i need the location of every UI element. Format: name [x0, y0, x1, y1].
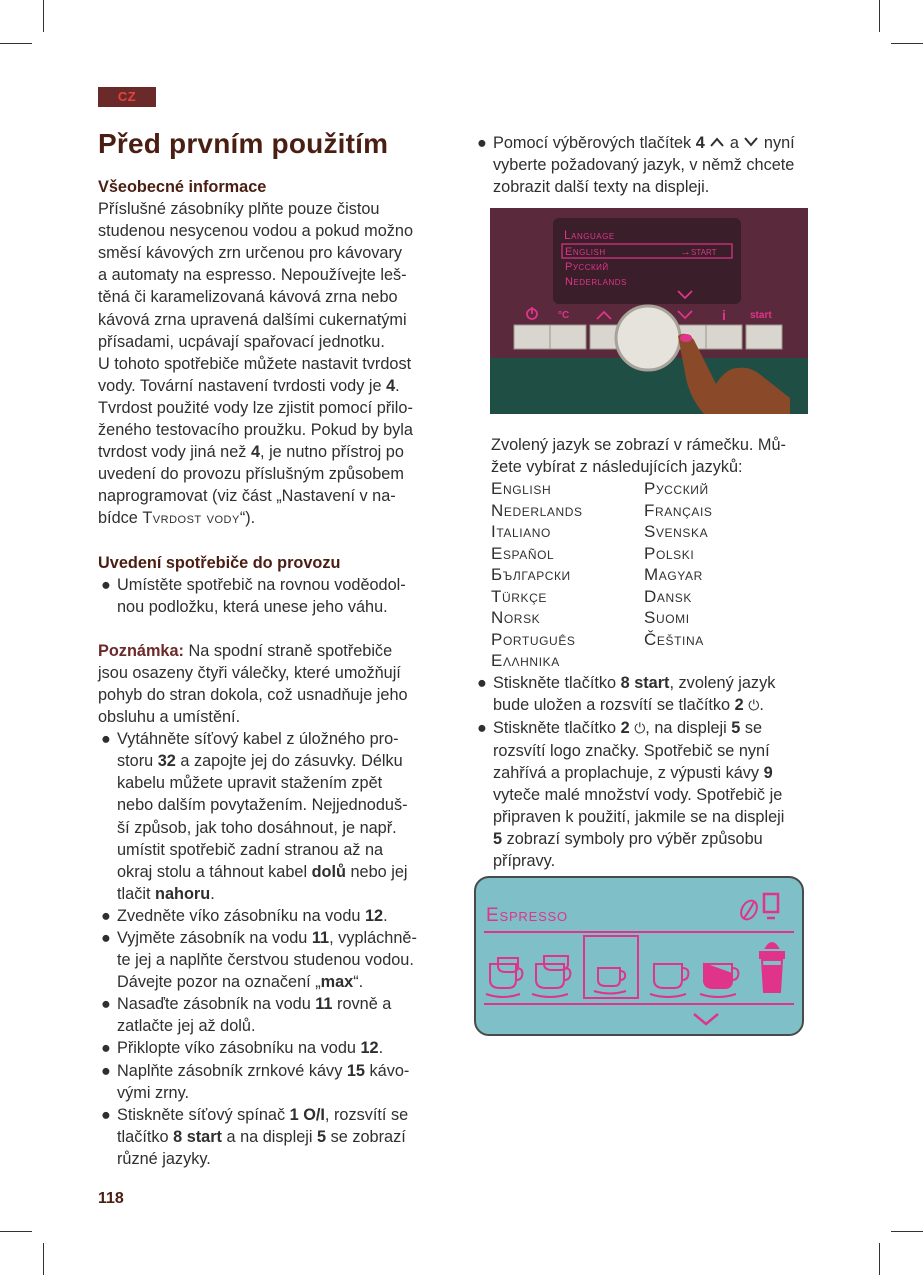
- power-icon: ⏻: [634, 720, 646, 737]
- language-item: Polski: [644, 543, 695, 563]
- text-line: pohyb do stran dokola, což usnadňuje jeho: [98, 685, 408, 704]
- text-line: Zvolený jazyk se zobrazí v rámečku. Mů-: [491, 436, 786, 454]
- display-language-item: Русский: [565, 261, 609, 273]
- text-line: naprogramovat (viz část „Nastavení v na-: [98, 487, 396, 506]
- text-line: přísadami, ucpávají spařovací jednotku.: [98, 332, 385, 351]
- info-button-label: i: [722, 307, 726, 323]
- crop-mark: [879, 1243, 880, 1275]
- text-line: uvedení do provozu příslušným způsobem: [98, 465, 404, 484]
- language-tag: CZ: [98, 87, 156, 107]
- note: Poznámka: Na spodní straně spotřebiče: [98, 641, 393, 660]
- right-column-continued: [474, 434, 834, 873]
- crop-mark: [43, 1243, 44, 1275]
- text-line: jsou osazeny čtyři válečky, které umožňují: [98, 663, 401, 682]
- language-item: Български: [491, 565, 571, 585]
- crop-mark: [43, 0, 44, 32]
- display-title: Espresso: [486, 905, 568, 926]
- text-line: Tvrdost použité vody lze zjistit pomocí přilo-: [98, 398, 413, 417]
- arrow-up-icon: [709, 134, 725, 152]
- general-text: [98, 198, 458, 529]
- note-label: Poznámka:: [98, 641, 184, 660]
- list-item: ● Vyjměte zásobník na vodu 11, vypláchně- te jej a naplňte čerstvou studenou vodou. Dávejte pozor na označení „max“.: [101, 929, 417, 992]
- text-line: U tohoto spotřebiče můžete nastavit tvrdost: [98, 354, 412, 373]
- start-button-label: start: [750, 310, 772, 321]
- display-selected-language: English: [565, 246, 606, 258]
- power-icon: ⏻: [748, 697, 760, 714]
- page-title: Před prvním použitím: [98, 128, 389, 159]
- language-item: Dansk: [644, 586, 692, 606]
- list-item: ● Vytáhněte síťový kabel z úložného pro- storu 32 a zapojte jej do zásuvky. Délku kabelu můžete upravit stažením zpět nebo dalším povytažením. Nejjednoduš- ší způsob, jak toho dosáhnout, je např. umístit spotřebič zadní stranou až na okraj stolu a táhnout kabel dolů nebo jej tlačit nahoru.: [101, 730, 408, 903]
- language-item: Svenska: [644, 522, 709, 542]
- list-item: ● Nasaďte zásobník na vodu 11 rovně a zatlačte jej až dolů.: [101, 995, 392, 1036]
- language-display-illustration: [490, 208, 808, 414]
- display-start-hint: →start: [680, 246, 717, 258]
- language-item: Türkçe: [491, 586, 547, 606]
- crop-mark: [891, 1231, 923, 1232]
- display-language-item: Nederlands: [565, 276, 627, 288]
- text-line: ženého testovacího proužku. Pokud by byla: [98, 421, 413, 440]
- language-list: [474, 478, 834, 672]
- machine-button: [550, 325, 586, 349]
- language-item: Français: [644, 500, 713, 520]
- list-item: ● Stiskněte tlačítko 2 ⏻, na displeji 5 se rozsvítí logo značky. Spotřebič se nyní zahřívá a proplachuje, z výpusti kávy 9 vyteče malé množství vody. Spotřebič je připraven k použití, jakmile se na displeji 5 zobrazí symboly pro výběr způsobu přípravy.: [477, 718, 785, 871]
- text-line: žete vybírat z následujících jazyků:: [491, 458, 743, 477]
- language-item: Русский: [644, 479, 709, 499]
- language-item: English: [491, 479, 552, 499]
- display-title: Language: [564, 228, 615, 242]
- section-heading: Všeobecné informace: [98, 178, 267, 196]
- text-line: a automaty na espresso. Nepoužívejte leš-: [98, 266, 407, 285]
- language-item: Norsk: [491, 608, 541, 628]
- crop-mark: [879, 0, 880, 32]
- crop-mark: [0, 1231, 32, 1232]
- language-item: Ελληνικα: [491, 651, 560, 671]
- list-item: ● Přiklopte víko zásobníku na vodu 12.: [101, 1039, 384, 1058]
- text-line: kávová zrna upravená dalšími cukernatými: [98, 310, 407, 329]
- language-item: Español: [491, 543, 555, 563]
- text-line: vody. Tovární nastavení tvrdosti vody je 4.: [98, 376, 400, 395]
- crop-mark: [891, 43, 923, 44]
- list-item: ● Pomocí výběrových tlačítek 4 a nyní vyberte požadovaný jazyk, v němž chcete zobrazit další texty na displeji.: [477, 134, 795, 197]
- text-line: Příslušné zásobníky plňte pouze čistou: [98, 200, 380, 219]
- language-item: Nederlands: [491, 500, 583, 520]
- crop-mark: [0, 43, 32, 44]
- language-item: Italiano: [491, 522, 551, 542]
- language-item: Português: [491, 629, 576, 649]
- machine-button: [514, 325, 550, 349]
- text-line: směsí kávových zrn určenou pro kávovary: [98, 244, 403, 263]
- page-number: 118: [98, 1190, 124, 1207]
- text-line: těná či karamelizovaná kávová zrna nebo: [98, 288, 398, 307]
- machine-button: [746, 325, 782, 349]
- temperature-button-label: °C: [558, 310, 570, 321]
- list-item: ● Naplňte zásobník zrnkové kávy 15 kávo- vými zrny.: [101, 1061, 410, 1102]
- list-item: ● Umístěte spotřebič na rovnou voděodol- nou podložku, která unese jeho váhu.: [101, 575, 406, 616]
- left-column: [98, 176, 458, 1170]
- language-item: Čeština: [644, 629, 704, 649]
- list-item: ● Stiskněte tlačítko 8 start, zvolený jazyk bude uložen a rozsvítí se tlačítko 2 ⏻.: [477, 673, 776, 714]
- language-item: Magyar: [644, 565, 703, 585]
- text-line: studenou nesycenou vodou a pokud možno: [98, 222, 414, 241]
- rotary-knob: [616, 306, 680, 370]
- text-line: bídce Tvrdost vody“).: [98, 509, 256, 528]
- espresso-display-illustration: [474, 876, 804, 1036]
- right-column: [474, 132, 834, 198]
- arrow-down-icon: [743, 134, 759, 152]
- list-item: ● Stiskněte síťový spínač 1 O/I, rozsvítí se tlačítko 8 start a na displeji 5 se zobrazí různé jazyky.: [101, 1105, 409, 1168]
- language-item: Suomi: [644, 608, 690, 628]
- section-heading: Uvedení spotřebiče do provozu: [98, 553, 341, 572]
- text-line: tvrdost vody jiná než 4, je nutno přístroj po: [98, 443, 404, 462]
- machine-button: [706, 325, 742, 349]
- list-item: ● Zvedněte víko zásobníku na vodu 12.: [101, 906, 388, 925]
- text-line: obsluhu a umístění.: [98, 708, 241, 727]
